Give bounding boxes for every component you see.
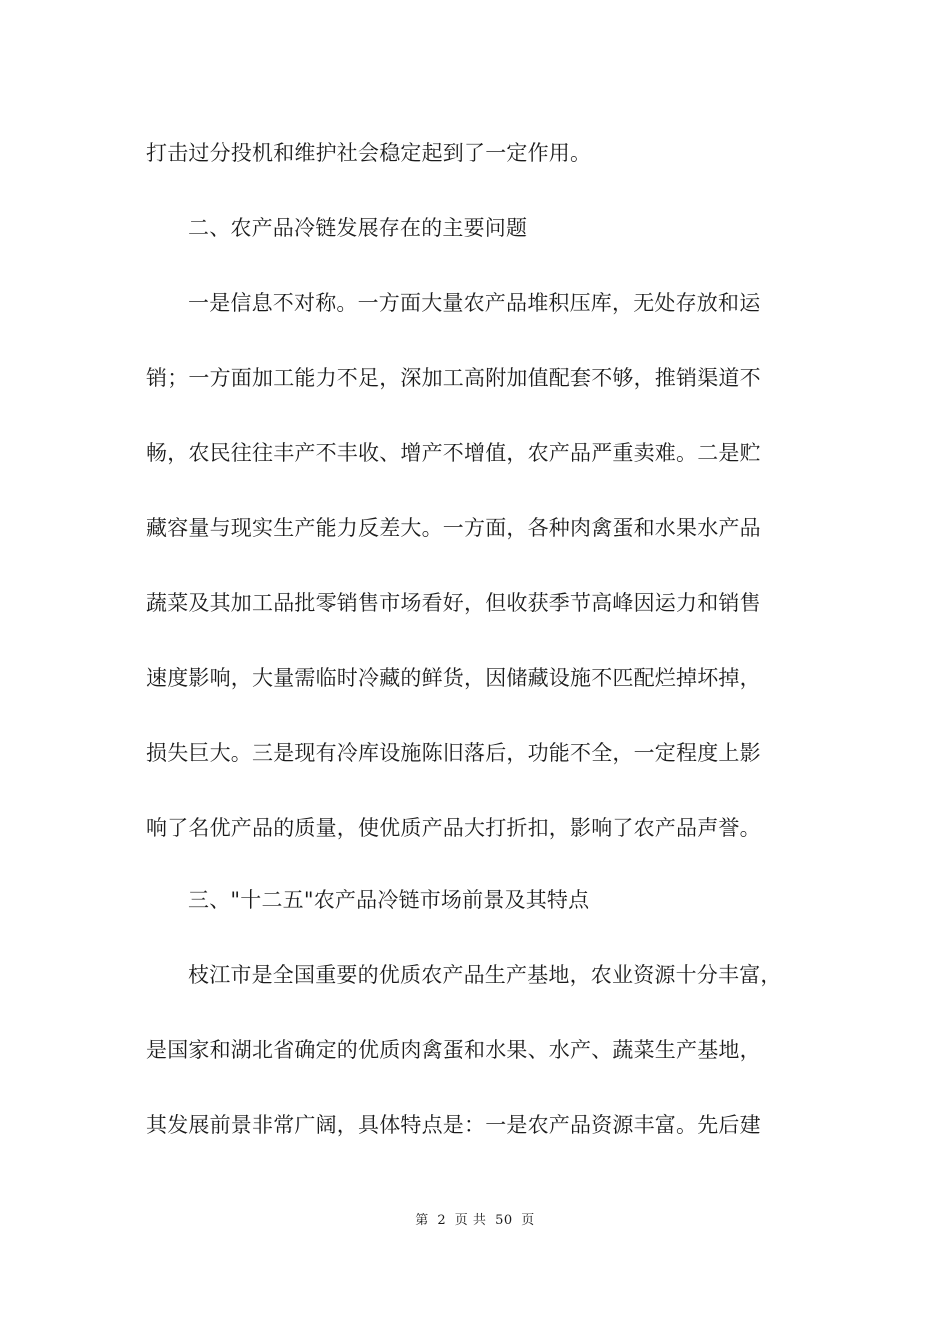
paragraph-line: 藏容量与现实生产能力反差大。一方面，各种肉禽蛋和水果水产品 xyxy=(146,516,761,540)
footer-page-number: 2 xyxy=(437,1213,447,1228)
paragraph-line: 枝江市是全国重要的优质农产品生产基地，农业资源十分丰富， xyxy=(188,963,782,987)
paragraph-line: 销；一方面加工能力不足，深加工高附加值配套不够，推销渠道不 xyxy=(146,366,761,390)
footer-total-pages: 50 xyxy=(495,1213,513,1228)
footer-prefix: 第 xyxy=(415,1213,429,1228)
paragraph-line: 打击过分投机和维护社会稳定起到了一定作用。 xyxy=(146,141,592,165)
paragraph-line: 是国家和湖北省确定的优质肉禽蛋和水果、水产、蔬菜生产基地， xyxy=(146,1038,761,1062)
paragraph-line: 损失巨大。三是现有冷库设施陈旧落后，功能不全，一定程度上影 xyxy=(146,741,761,765)
footer-middle: 页 共 xyxy=(454,1213,487,1228)
section-heading-prospects: 三、"十二五"农产品冷链市场前景及其特点 xyxy=(188,888,590,912)
paragraph-line: 蔬菜及其加工品批零销售市场看好，但收获季节高峰因运力和销售 xyxy=(146,591,761,615)
paragraph-line: 畅，农民往往丰产不丰收、增产不增值，农产品严重卖难。二是贮 xyxy=(146,441,761,465)
section-heading-problems: 二、农产品冷链发展存在的主要问题 xyxy=(188,216,528,240)
footer-suffix: 页 xyxy=(521,1213,535,1228)
page-footer xyxy=(0,1212,950,1230)
paragraph-line: 响了名优产品的质量，使优质产品大打折扣，影响了农产品声誉。 xyxy=(146,816,761,840)
paragraph-line: 速度影响，大量需临时冷藏的鲜货，因储藏设施不匹配烂掉坏掉， xyxy=(146,666,761,690)
paragraph-line: 一是信息不对称。一方面大量农产品堆积压库，无处存放和运 xyxy=(188,291,761,315)
paragraph-line: 其发展前景非常广阔，具体特点是：一是农产品资源丰富。先后建 xyxy=(146,1113,761,1137)
